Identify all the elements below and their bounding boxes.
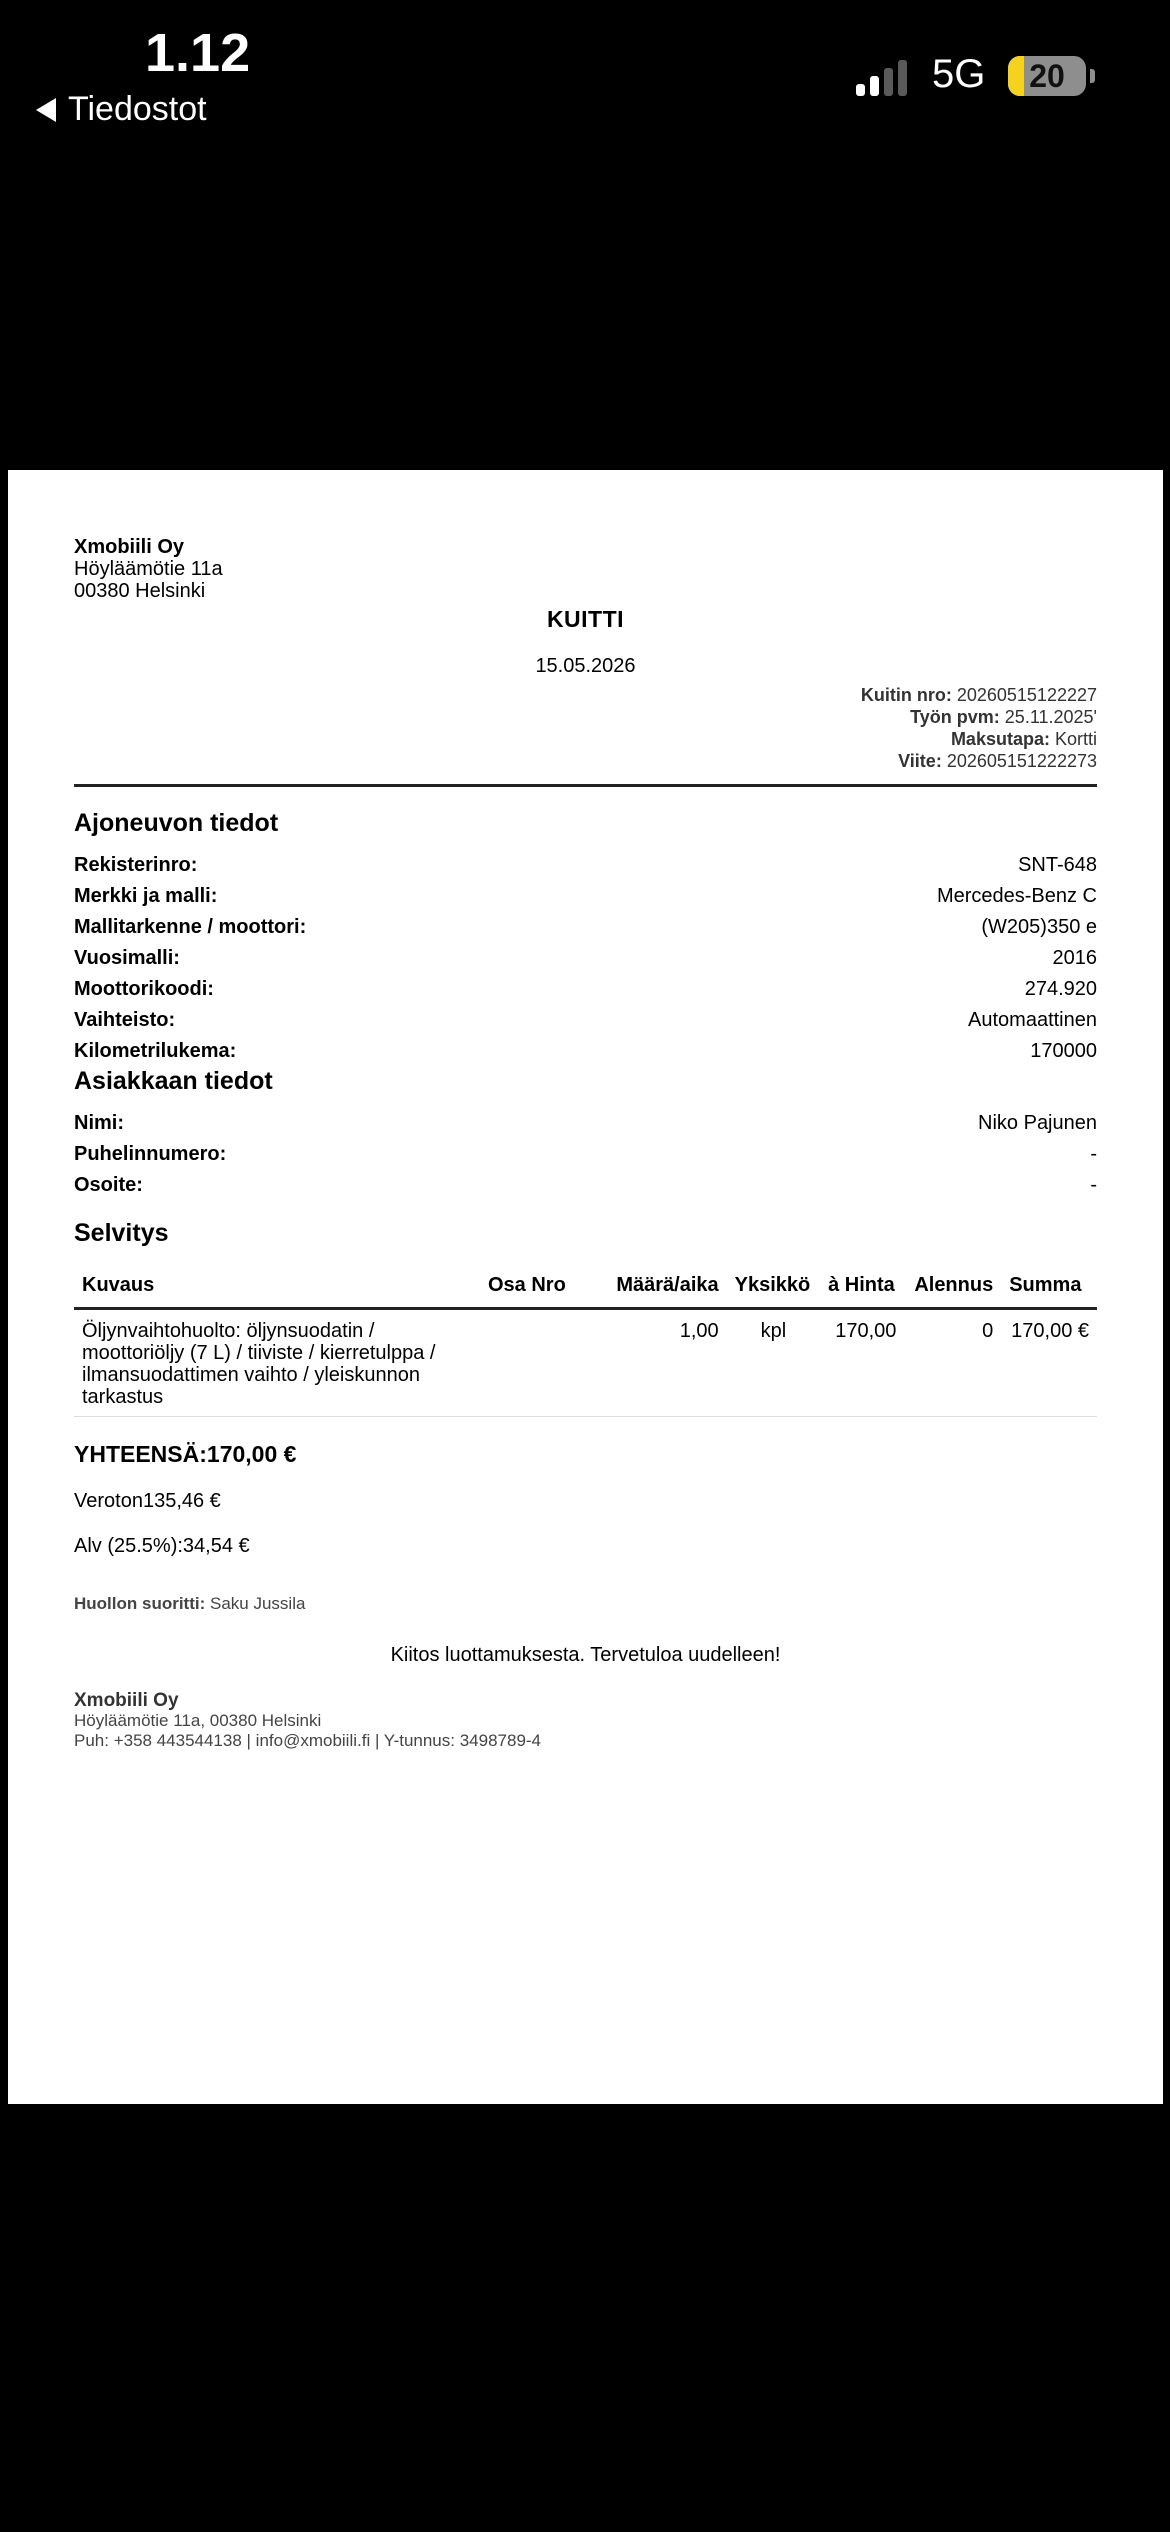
cell-unit-price: 170,00 <box>820 1309 904 1417</box>
performer-label: Huollon suoritti: <box>74 1594 206 1613</box>
footer-company-name: Xmobiili Oy <box>74 1690 179 1711</box>
table-header-row <box>74 1268 1097 1309</box>
company-city: 00380 Helsinki <box>74 580 206 602</box>
col-unit: Yksikkö <box>727 1268 820 1309</box>
company-header <box>74 536 1097 602</box>
receipt-number-row: Kuitin nro: 20260515122227 <box>860 685 1097 705</box>
cell-unit: kpl <box>727 1309 820 1417</box>
divider <box>74 784 1097 787</box>
vat-amount: Alv (25.5%):34,54 € <box>74 1535 250 1557</box>
details-section-title: Selvitys <box>74 1219 169 1247</box>
thank-you-note: Kiitos luottamuksesta. Tervetuloa uudelleen! <box>390 1644 781 1666</box>
battery-percent: 20 <box>1029 58 1065 94</box>
battery-icon <box>1008 56 1086 96</box>
reference-row: Viite: 202605151222273 <box>898 751 1097 771</box>
cell-discount: 0 <box>904 1309 1001 1417</box>
cell-description: Öljynvaihtohuolto: öljynsuodatin / moottoriöljy (7 L) / tiiviste / kierretulppa / ilmansuodattimen vaihto / yleiskunnon tarkastus <box>74 1309 480 1417</box>
vehicle-row-registration: Rekisterinro: SNT-648 <box>74 854 1097 876</box>
status-time: 1.12 <box>145 23 251 83</box>
company-street: Höyläämötie 11a <box>74 558 223 580</box>
customer-row-address: Osoite: - <box>74 1174 1097 1196</box>
receipt-content <box>74 536 1097 1751</box>
customer-info <box>74 1108 1097 1201</box>
table-row <box>74 1309 1097 1417</box>
service-performer <box>74 1594 1097 1614</box>
receipt-meta <box>74 684 1097 772</box>
work-date-row: Työn pvm: 25.11.2025' <box>910 707 1097 727</box>
net-amount: Veroton135,46 € <box>74 1490 221 1512</box>
back-arrow-icon <box>36 98 56 122</box>
vehicle-row-variant: Mallitarkenne / moottori: (W205)350 e <box>74 916 1097 938</box>
cell-quantity: 1,00 <box>606 1309 727 1417</box>
receipt-date: 15.05.2026 <box>535 655 636 677</box>
cellular-signal-icon <box>856 58 907 96</box>
status-bar <box>0 0 1170 140</box>
back-label: Tiedostot <box>68 90 207 128</box>
customer-section-title: Asiakkaan tiedot <box>74 1067 273 1095</box>
customer-row-phone: Puhelinnumero: - <box>74 1143 1097 1165</box>
col-quantity: Määrä/aika <box>606 1268 727 1309</box>
vehicle-row-year: Vuosimalli: 2016 <box>74 947 1097 969</box>
cell-sum: 170,00 € <box>1001 1309 1097 1417</box>
vehicle-row-transmission: Vaihteisto: Automaattinen <box>74 1009 1097 1031</box>
payment-method-row: Maksutapa: Kortti <box>950 729 1097 749</box>
col-sum: Summa <box>1001 1268 1097 1309</box>
receipt-footer <box>74 1691 1097 1751</box>
customer-row-name: Nimi: Niko Pajunen <box>74 1112 1097 1134</box>
col-description: Kuvaus <box>74 1268 480 1309</box>
network-type: 5G <box>932 52 986 96</box>
receipt-document <box>8 470 1163 2104</box>
vehicle-info <box>74 850 1097 1067</box>
battery-tip <box>1090 69 1095 83</box>
line-items-table <box>74 1268 1097 1417</box>
vehicle-row-mileage: Kilometrilukema: 170000 <box>74 1040 1097 1062</box>
back-to-files-button[interactable] <box>36 90 207 129</box>
footer-contact: Puh: +358 443544138 | info@xmobiili.fi | Y-tunnus: 3498789-4 <box>74 1731 542 1750</box>
col-part-no: Osa Nro <box>480 1268 606 1309</box>
footer-address: Höyläämötie 11a, 00380 Helsinki <box>74 1711 322 1730</box>
vehicle-row-engine-code: Moottorikoodi: 274.920 <box>74 978 1097 1000</box>
vehicle-row-make-model: Merkki ja malli: Mercedes-Benz C <box>74 885 1097 907</box>
col-unit-price: à Hinta <box>820 1268 904 1309</box>
company-name: Xmobiili Oy <box>74 536 185 558</box>
receipt-title: KUITTI <box>546 606 625 632</box>
vehicle-section-title: Ajoneuvon tiedot <box>74 809 279 837</box>
performer-name: Saku Jussila <box>210 1594 306 1613</box>
cell-part-no <box>480 1309 606 1417</box>
col-discount: Alennus <box>904 1268 1001 1309</box>
grand-total: YHTEENSÄ:170,00 € <box>74 1441 297 1467</box>
